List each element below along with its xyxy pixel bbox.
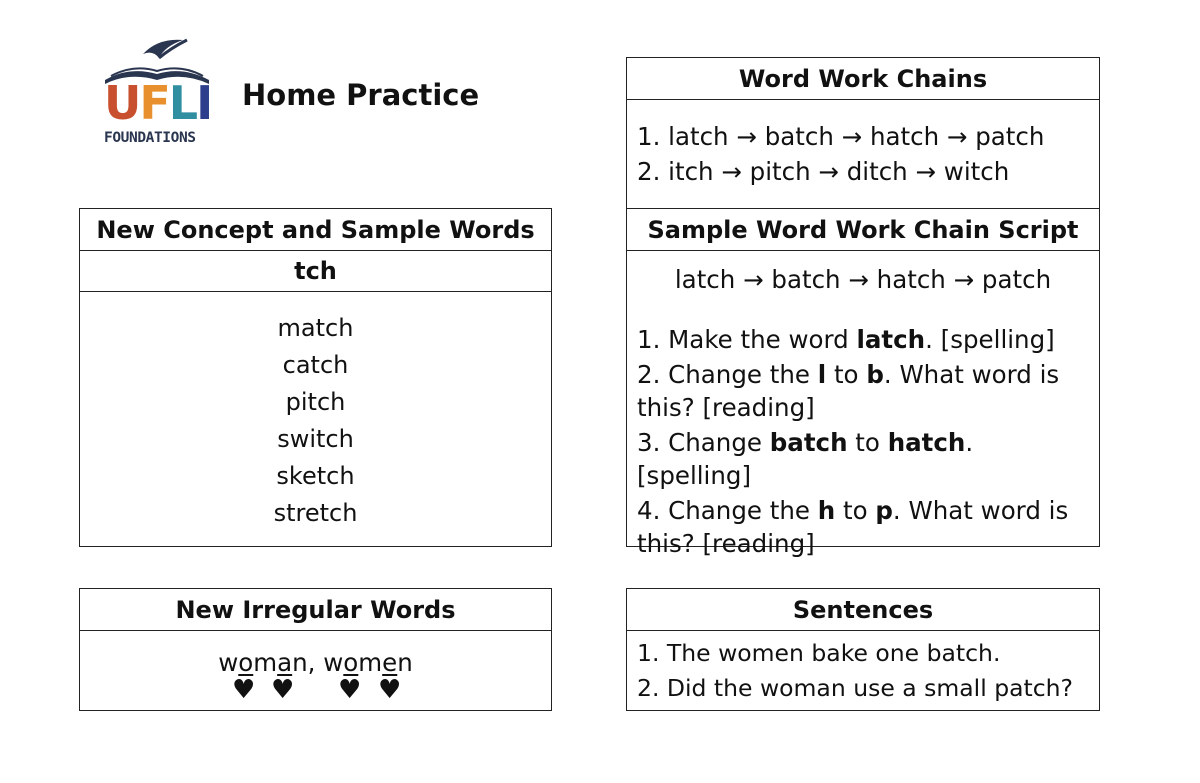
page-title: Home Practice [242,78,480,112]
list-item: catch [282,351,349,379]
script-step-1: 1. Make the word latch. [spelling] [637,325,1055,354]
list-item: switch [277,425,354,453]
logo-wordmark: UFLI [104,76,212,130]
concept-heading: New Concept and Sample Words [80,209,551,251]
sentences-box [626,588,1100,711]
heart-icon: ♥ [378,675,402,705]
chain-list [627,100,1099,189]
list-item: pitch [285,388,346,416]
list-item: 2. Did the woman use a small patch? [637,674,1074,702]
concept-box [79,208,552,547]
heart-icon: ♥ [232,675,256,705]
script-heading: Sample Word Work Chain Script [627,209,1099,251]
script-step-2: 2. Change the l to b. What word is this? [reading] [637,360,1060,422]
script-step-4: 4. Change the h to p. What word is this? [reading] [637,496,1069,558]
script-chain: latch → batch → hatch → patch [674,265,1052,294]
chains-box [626,57,1100,210]
irregular-heading: New Irregular Words [80,589,551,631]
irregular-word-women: women [323,648,413,677]
script-box [626,208,1100,558]
ufli-logo [103,36,211,148]
script-step-3: 3. Change batch to hatch. [spelling] [637,428,974,490]
list-item: sketch [276,462,355,490]
irregular-word-woman: woman [218,648,308,677]
script-steps [627,321,1099,560]
logo-subtitle: FOUNDATIONS [104,130,196,146]
irregular-box [79,588,552,711]
chains-heading: Word Work Chains [627,58,1099,100]
heart-icon: ♥ [271,675,295,705]
list-item: 2. itch → pitch → ditch → witch [637,157,1010,186]
irregular-words: woman, women [218,648,413,677]
heart-icon: ♥ [338,675,362,705]
list-item: 1. The women bake one batch. [637,639,1001,667]
list-item: stretch [273,499,358,527]
list-item: match [277,314,354,342]
sample-word-list [80,292,551,532]
sentences-heading: Sentences [627,589,1099,631]
heart-markers [80,677,551,705]
concept-pattern: tch [80,251,551,292]
list-item: 1. latch → batch → hatch → patch [637,122,1045,151]
sentence-list [627,631,1099,706]
